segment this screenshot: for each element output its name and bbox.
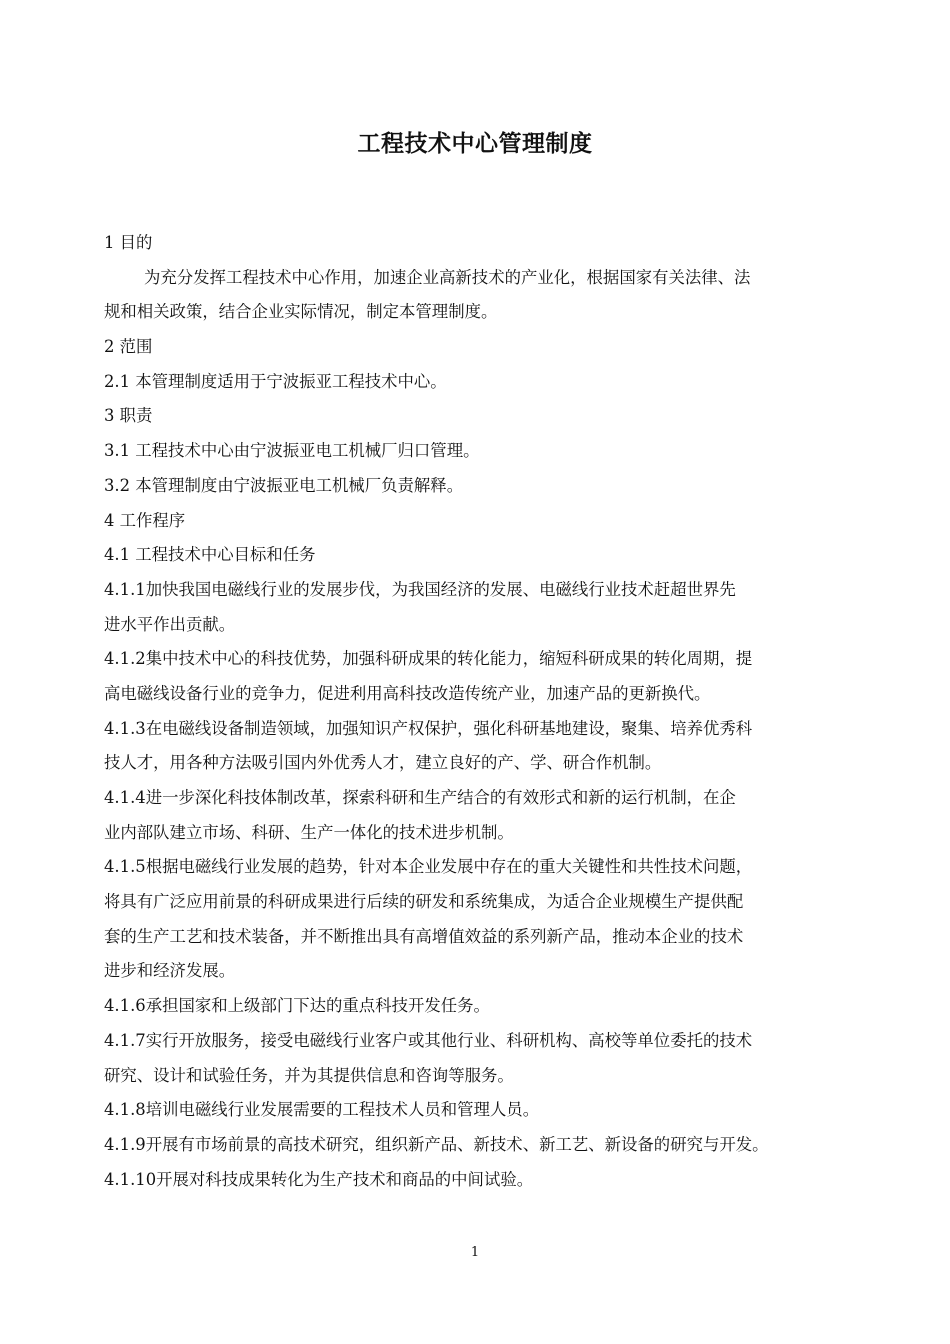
clause-line: 4.1.1加快我国电磁线行业的发展步伐，为我国经济的发展、电磁线行业技术赶超世界先 bbox=[104, 579, 736, 599]
document-title: 工程技术中心管理制度 bbox=[357, 131, 593, 157]
clause-line: 3.1 工程技术中心由宁波振亚电工机械厂归口管理。 bbox=[104, 441, 480, 461]
page-number: 1 bbox=[470, 1245, 480, 1260]
clause-line: 4.1.4进一步深化科技体制改革，探索科研和生产结合的有效形式和新的运行机制，在企 bbox=[104, 788, 736, 807]
paragraph-line: 为充分发挥工程技术中心作用，加速企业高新技术的产业化，根据国家有关法律、法 bbox=[144, 267, 751, 287]
clause-line: 4.1.10开展对科技成果转化为生产技术和商品的中间试验。 bbox=[104, 1169, 534, 1189]
clause-line: 3.2 本管理制度由宁波振亚电工机械厂负责解释。 bbox=[104, 475, 464, 495]
clause-line: 进水平作出贡献。 bbox=[104, 614, 236, 634]
section-heading-scope: 2 范围 bbox=[104, 337, 153, 357]
clause-line: 高电磁线设备行业的竞争力，促进利用高科技改造传统产业，加速产品的更新换代。 bbox=[104, 683, 711, 703]
subsection-heading: 4.1 工程技术中心目标和任务 bbox=[104, 545, 316, 565]
paragraph-line: 规和相关政策，结合企业实际情况，制定本管理制度。 bbox=[104, 302, 498, 322]
clause-line: 4.1.2集中技术中心的科技优势，加强科研成果的转化能力，缩短科研成果的转化周期，提 bbox=[104, 649, 753, 669]
clause-line: 套的生产工艺和技术装备，并不断推出具有高增值效益的系列新产品，推动本企业的技术 bbox=[104, 926, 744, 946]
section-heading-purpose: 1 目的 bbox=[104, 233, 153, 252]
clause-line: 4.1.5根据电磁线行业发展的趋势，针对本企业发展中存在的重大关键性和共性技术问题， bbox=[104, 857, 753, 877]
clause-line: 4.1.7实行开放服务，接受电磁线行业客户或其他行业、科研机构、高校等单位委托的技术 bbox=[104, 1030, 753, 1050]
clause-line: 4.1.9开展有市场前景的高技术研究，组织新产品、新技术、新工艺、新设备的研究与开发。 bbox=[104, 1134, 769, 1154]
clause-line: 4.1.8培训电磁线行业发展需要的工程技术人员和管理人员。 bbox=[104, 1100, 540, 1120]
clause-line: 4.1.6承担国家和上级部门下达的重点科技开发任务。 bbox=[104, 996, 490, 1016]
clause-line: 技人才，用各种方法吸引国内外优秀人才，建立良好的产、学、研合作机制。 bbox=[104, 753, 662, 773]
document-body bbox=[104, 226, 849, 1197]
section-heading-responsibility: 3 职责 bbox=[104, 406, 153, 426]
clause-line: 进步和经济发展。 bbox=[104, 961, 236, 981]
clause-line: 业内部队建立市场、科研、生产一体化的技术进步机制。 bbox=[104, 822, 514, 842]
clause-line: 2.1 本管理制度适用于宁波振亚工程技术中心。 bbox=[104, 371, 447, 391]
clause-line: 研究、设计和试验任务，并为其提供信息和咨询等服务。 bbox=[104, 1065, 514, 1085]
clause-line: 4.1.3在电磁线设备制造领域，加强知识产权保护，强化科研基地建设，聚集、培养优秀科 bbox=[104, 718, 753, 738]
section-heading-procedure: 4 工作程序 bbox=[104, 510, 186, 530]
clause-line: 将具有广泛应用前景的科研成果进行后续的研发和系统集成，为适合企业规模生产提供配 bbox=[104, 892, 744, 912]
